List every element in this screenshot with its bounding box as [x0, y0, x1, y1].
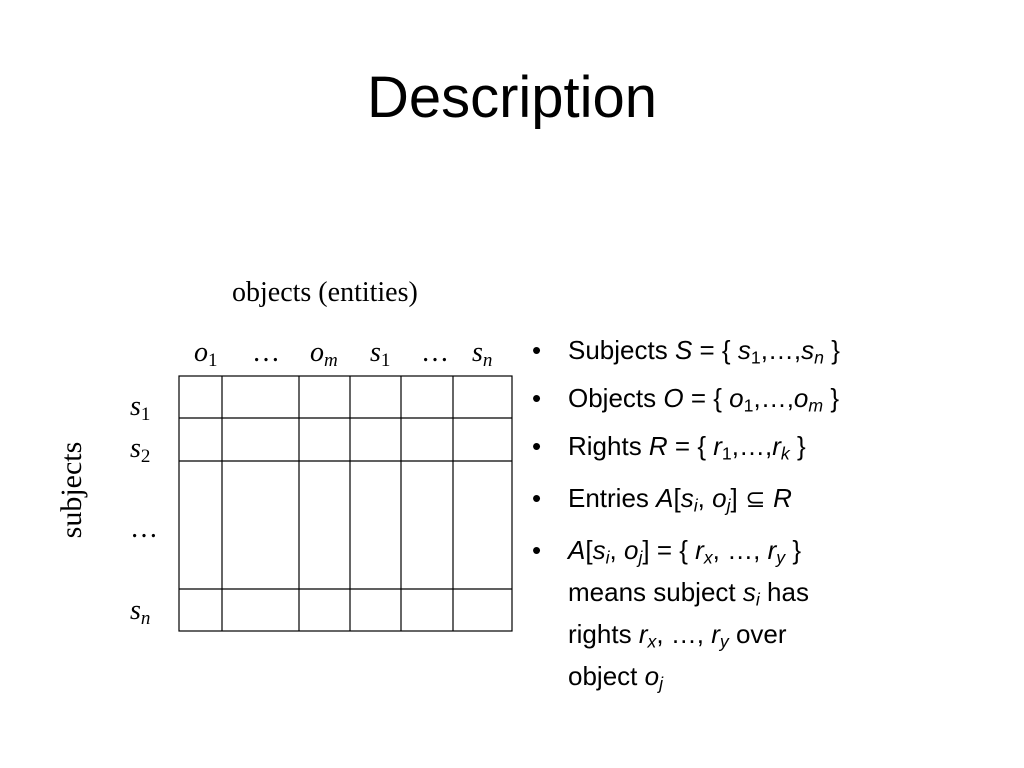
subset-symbol: ⊆	[737, 485, 774, 513]
column-label-ellipsis-2: …	[421, 337, 449, 368]
meaning-bullet	[530, 529, 1010, 697]
row-label-ellipsis: …	[130, 513, 158, 544]
entries-bullet: • Entries $A[s_i$, $o_j$] ⊆ R	[530, 478, 1010, 519]
column-label-om: $o_m$	[310, 337, 338, 371]
column-label-ellipsis: …	[252, 337, 280, 368]
row-label-sn: $s_n$	[130, 595, 151, 629]
meaning-line-4: object $o_j$	[568, 661, 664, 694]
objects-heading: objects (entities)	[232, 277, 418, 308]
matrix-border	[179, 376, 512, 631]
rights-bullet: • Rights R = { $r_1,\dots,r_k$ }	[530, 426, 1010, 466]
meaning-line-1: • $A[s_i$, $o_j$] = { $r_x$, …, $r_y$ }	[568, 535, 802, 568]
subjects-axis-label: subjects	[55, 441, 88, 539]
objects-bullet: • Objects O = { $o_1,\dots,o_m$ }	[530, 378, 1010, 418]
slide-title: Description	[366, 65, 658, 130]
column-label-o1: $o_1$	[194, 337, 218, 371]
column-label-s1: $s_1$	[370, 337, 391, 371]
meaning-line-2: means subject $s_i$ has	[568, 577, 809, 610]
subjects-bullet: • Subjects S = { $s_1,\dots,s_n$ }	[530, 330, 1010, 370]
column-label-sn: $s_n$	[472, 337, 493, 371]
row-label-s2: $s_2$	[130, 433, 151, 467]
meaning-line-3: rights $r_x$, …, $r_y$ over	[568, 619, 787, 652]
row-label-s1: $s_1$	[130, 391, 151, 425]
definition-list	[530, 330, 1010, 697]
